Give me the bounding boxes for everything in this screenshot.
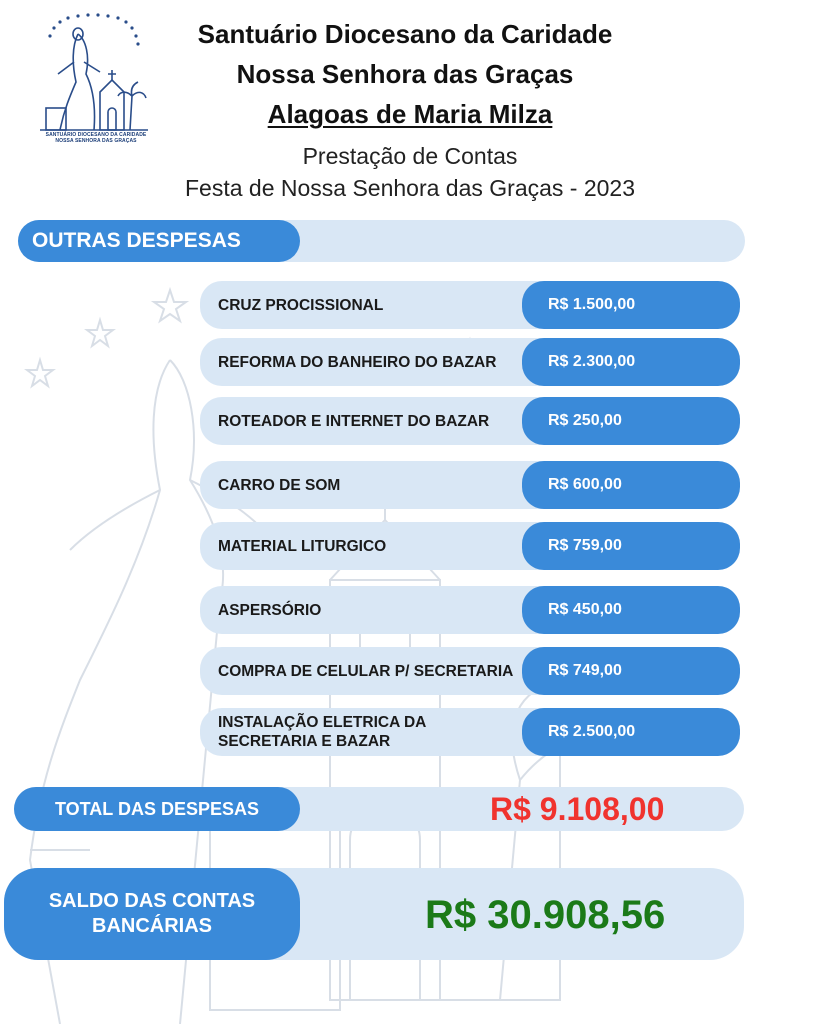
section-title: OUTRAS DESPESAS [18,220,300,262]
expense-label: REFORMA DO BANHEIRO DO BAZAR [218,353,497,371]
sanctuary-logo-icon [30,12,150,152]
expense-value: R$ 2.500,00 [522,708,740,756]
expense-label: CRUZ PROCISSIONAL [218,296,384,314]
expense-row [200,522,740,570]
expense-value: R$ 250,00 [522,397,740,445]
expense-value: R$ 2.300,00 [522,338,740,386]
expense-label: INSTALAÇÃO ELETRICA DA SECRETARIA E BAZAR [218,714,426,750]
saldo-label: SALDO DAS CONTAS BANCÁRIAS [4,868,300,960]
expense-label: CARRO DE SOM [218,476,341,494]
expense-row [200,461,740,509]
expense-value: R$ 1.500,00 [522,281,740,329]
star-icon [27,360,53,386]
expense-row [200,647,740,695]
saldo-value: R$ 30.908,56 [425,893,666,937]
expense-label: ROTEADOR E INTERNET DO BAZAR [218,412,490,430]
expense-label: MATERIAL LITURGICO [218,537,387,555]
expense-row [200,397,740,445]
logo-caption [40,132,152,144]
expense-row [200,708,740,756]
header-title-line2: Nossa Senhora das Graças [236,59,574,89]
expense-value: R$ 600,00 [522,461,740,509]
expense-value: R$ 759,00 [522,522,740,570]
expense-row [200,338,740,386]
star-icon [154,290,186,321]
expense-row [200,281,740,329]
total-value: R$ 9.108,00 [490,791,665,827]
expense-value: R$ 749,00 [522,647,740,695]
header-title-line1: Santuário Diocesano da Caridade [197,19,613,49]
logo-caption-line2: NOSSA SENHORA DAS GRAÇAS [55,138,137,144]
expense-label: ASPERSÓRIO [218,601,322,619]
expense-row [200,586,740,634]
expense-value: R$ 450,00 [522,586,740,634]
total-label: TOTAL DAS DESPESAS [14,787,300,831]
header-subtitle-1: Prestação de Contas [302,143,518,169]
star-icon [87,320,113,346]
header-title-line3: Alagoas de Maria Milza [267,99,553,129]
expense-label: COMPRA DE CELULAR P/ SECRETARIA [218,662,514,680]
header-subtitle-2: Festa de Nossa Senhora das Graças - 2023 [184,175,636,201]
logo-caption-line1: SANTUÁRIO DIOCESANO DA CARIDADE [45,132,147,138]
